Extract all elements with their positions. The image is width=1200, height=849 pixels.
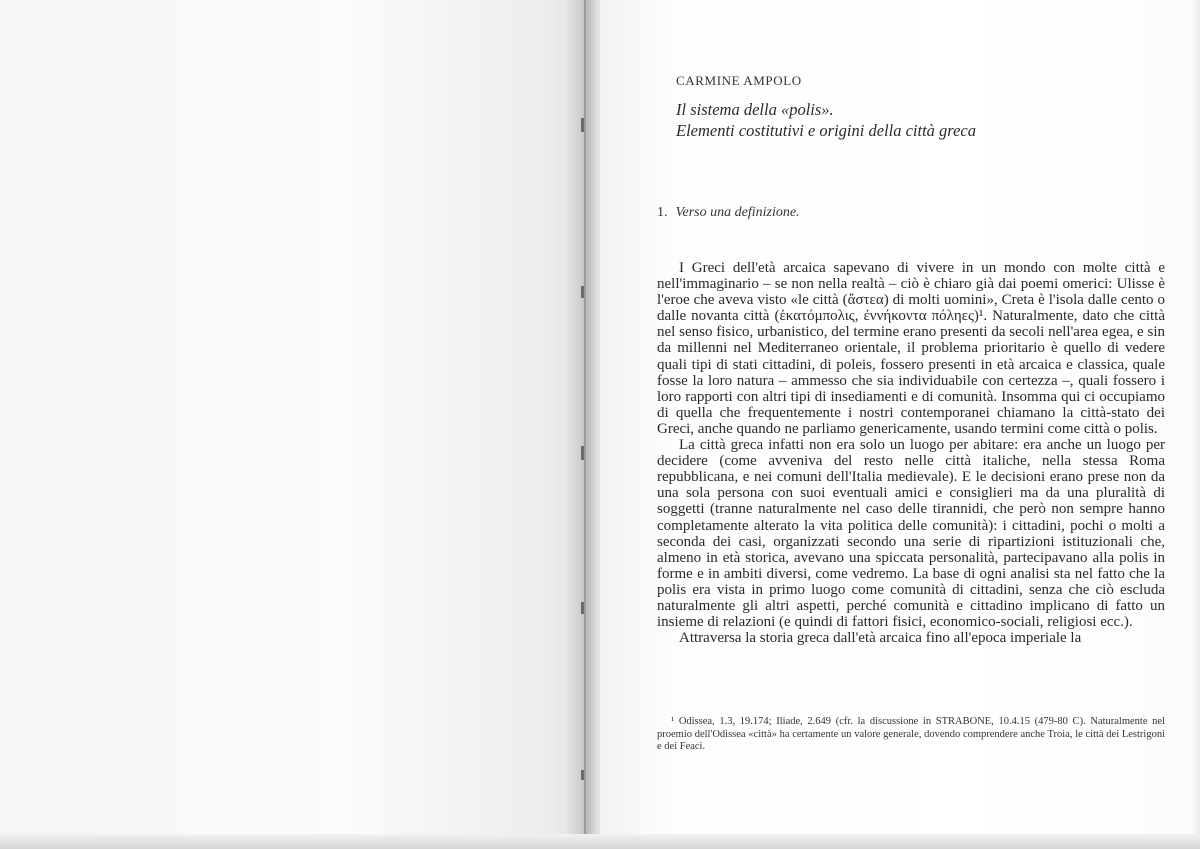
chapter-title-line-1: Il sistema della «polis». <box>676 100 834 119</box>
spine-line <box>584 0 586 849</box>
section-heading <box>657 205 800 221</box>
paragraph: I Greci dell'età arcaica sapevano di vivere in un mondo con molte città e nell'immaginario – se non nella realtà – ciò è chiaro già dai poemi omerici: Ulisse è l'eroe che aveva visto «le città (ἄστεα) di molti uomini», Creta è l'isola dalle cento o dalle novanta città (ἑκατόμπολις, ἐννήκοντα πόληες)¹. Naturalmente, dato che città nel senso fisico, urbanistico, del termine erano presenti da secoli nell'area egea, e sin da millenni nel Mediterraneo orientale, il problema prioritario è quello di vedere quali tipi di stati cittadini, di poleis, fossero presenti in età arcaica e classica, quale fosse la loro natura – ammesso che sia individuabile con certezza –, quali fossero i loro rapporti con altri tipi di insediamenti e di comunità. Insomma qui ci occupiamo di quella che frequentemente i nostri contemporanei chiamano la città-stato dei Greci, anche quando ne parliamo genericamente, usando termini come città o polis. <box>657 260 1165 437</box>
gutter-mark <box>581 446 584 460</box>
paragraph: La città greca infatti non era solo un luogo per abitare: era anche un luogo per decidere (come avveniva del resto nelle città italiche, nella stessa Roma repubblicana, e nei comuni dell'Italia medievale). E le decisioni erano prese non da una sola persona con suoi eventuali amici e consiglieri ma da una pluralità di soggetti (tranne naturalmente nel caso delle tirannidi, che però non sempre hanno completamente alterato la vita politica delle comunità): i cittadini, pochi o molti a seconda dei casi, organizzati secondo una serie di ripartizioni istituzionali che, almeno in età storica, avevano una spiccata personalità, partecipavano alla polis in forme e in ambiti diversi, come vedremo. La base di ogni analisi sta nel fatto che la polis era vista in primo luogo come comunità di cittadini, senza che ciò escluda naturalmente gli altri aspetti, perché comunità e cittadino implicano di fatto un insieme di relazioni (e quindi di fattori fisici, economico-sociali, religiosi ecc.). <box>657 437 1165 631</box>
text-page <box>600 0 1200 849</box>
gutter-mark <box>581 602 584 614</box>
chapter-title-line-2: Elementi costitutivi e origini della città greca <box>676 121 976 140</box>
gutter-mark <box>581 286 584 298</box>
body-text <box>657 260 1165 646</box>
author-name: CARMINE AMPOLO <box>676 73 802 88</box>
page-edge <box>1190 0 1200 849</box>
section-title: Verso una definizione. <box>675 205 800 220</box>
footnote-text: ¹ Odissea, 1.3, 19.174; Iliade, 2.649 (cfr. la discussione in STRABONE, 10.4.15 (479-80 C). Naturalmente nel proemio dell'Odissea «città» ha certamente un valore generale, dovendo comprendere anche Troia, le città dei Lestrigoni e dei Feaci. <box>657 716 1165 752</box>
footnote <box>657 716 1165 754</box>
chapter-title <box>676 99 1156 141</box>
paragraph: Attraversa la storia greca dall'età arcaica fino all'epoca imperiale la <box>679 630 1082 647</box>
left-blank-page <box>0 0 582 849</box>
gutter-mark <box>581 118 584 132</box>
scan-bottom-edge <box>0 834 1200 849</box>
section-number: 1. <box>657 205 668 220</box>
gutter-mark <box>581 770 584 780</box>
